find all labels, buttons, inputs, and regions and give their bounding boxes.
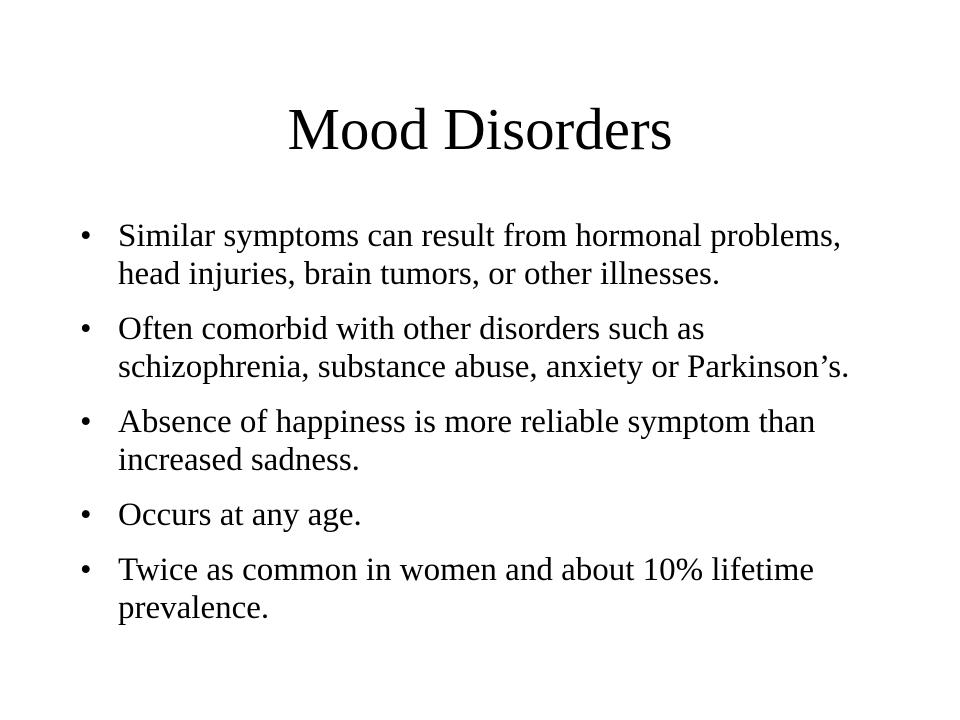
bullet-text: Often comorbid with other disorders such as schizophrenia, substance abuse, anxiety or Parkinson’s. [118,311,850,385]
bullet-marker: • [80,311,92,347]
bullet-item-hormonal [76,217,876,293]
bullet-marker: • [80,497,92,533]
bullet-text: Twice as common in women and about 10% lifetime prevalence. [118,552,815,626]
bullet-item-age [76,496,876,534]
bullet-item-happiness [76,403,876,479]
bullet-list [76,217,876,644]
bullet-marker: • [80,552,92,588]
bullet-item-prevalence [76,551,876,627]
bullet-item-comorbid [76,310,876,386]
bullet-marker: • [80,218,92,254]
bullet-marker: • [80,404,92,440]
bullet-text: Similar symptoms can result from hormonal problems, head injuries, brain tumors, or other illnesses. [118,218,842,292]
slide-title: Mood Disorders [287,96,673,162]
bullet-text: Absence of happiness is more reliable symptom than increased sadness. [118,404,816,478]
bullet-text: Occurs at any age. [118,497,362,533]
